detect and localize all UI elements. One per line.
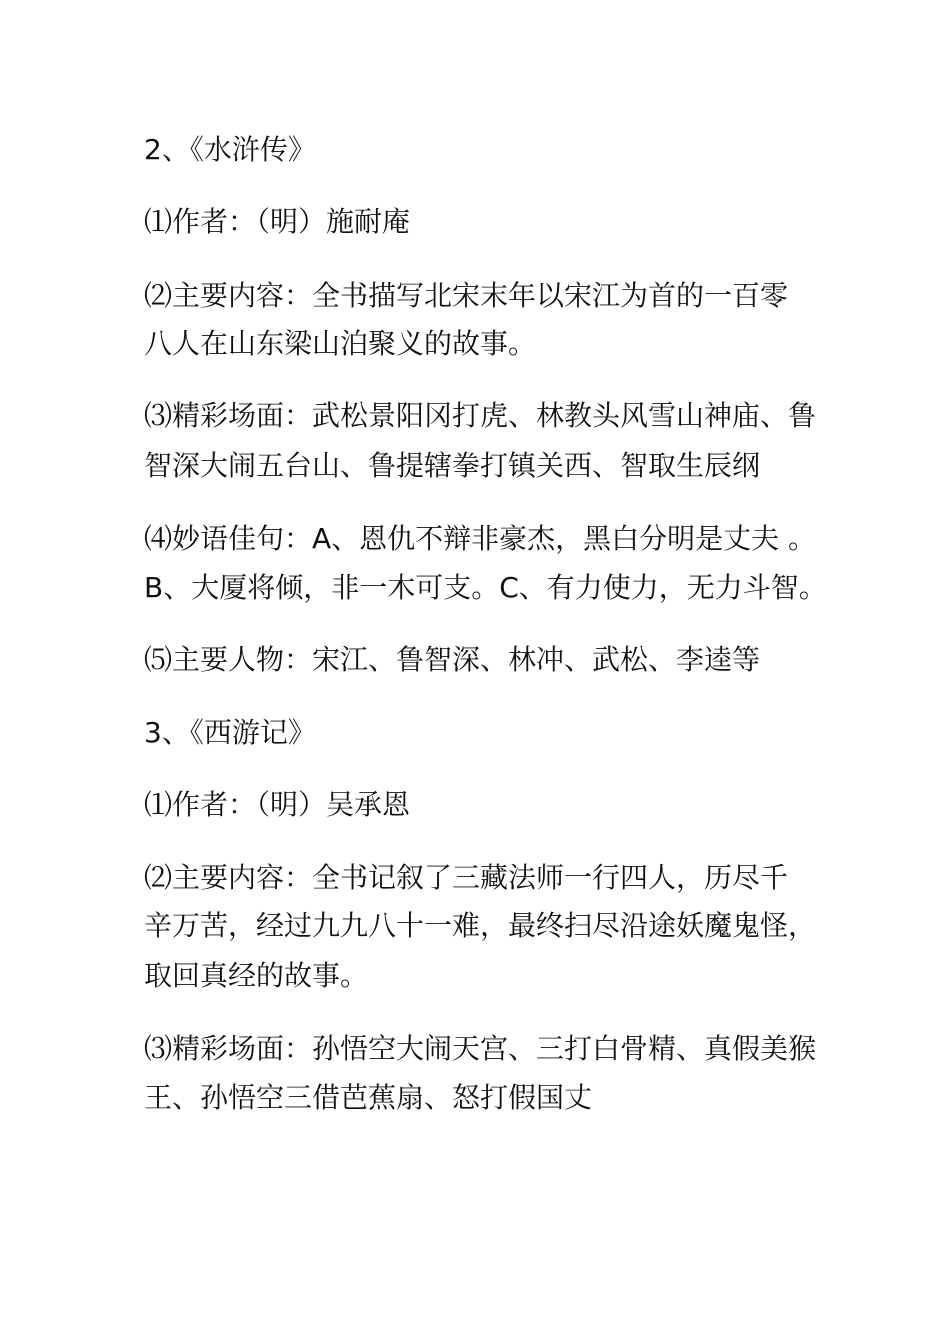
shuihu-scenes-line-2: 智深大闹五台山、鲁提辖拳打镇关西、智取生辰纲 <box>144 449 761 482</box>
shuihu-content-line-2: 八人在山东梁山泊聚义的故事。 <box>144 327 537 360</box>
shuihu-content-line-1: ⑵主要内容：全书描写北宋末年以宋江为首的一百零 <box>144 279 789 312</box>
shuihu-characters-line: ⑸主要人物：宋江、鲁智深、林冲、武松、李逵等 <box>144 643 761 676</box>
shuihu-quotes-line-1: ⑷妙语佳句：A、恩仇不辩非豪杰，黑白分明是丈夫 。 <box>144 522 817 555</box>
xiyou-content-line-1: ⑵主要内容：全书记叙了三藏法师一行四人，历尽千 <box>144 861 789 894</box>
xiyou-author-line: ⑴作者：（明）吴承恩 <box>144 788 411 821</box>
section-heading-shuihuzhuan: 2、《水浒传》 <box>144 133 316 166</box>
shuihu-scenes-line-1: ⑶精彩场面：武松景阳冈打虎、林教头风雪山神庙、鲁 <box>144 399 817 432</box>
shuihu-quotes-line-2: B、大厦将倾，非一木可支。C、有力使力，无力斗智。 <box>144 571 827 604</box>
xiyou-content-line-3: 取回真经的故事。 <box>144 959 369 992</box>
section-heading-xiyouji: 3、《西游记》 <box>144 716 316 749</box>
xiyou-scenes-line-2: 王、孙悟空三借芭蕉扇、怒打假国丈 <box>144 1081 593 1114</box>
xiyou-content-line-2: 辛万苦，经过九九八十一难，最终扫尽沿途妖魔鬼怪， <box>144 909 817 942</box>
xiyou-scenes-line-1: ⑶精彩场面：孙悟空大闹天宫、三打白骨精、真假美猴 <box>144 1032 817 1065</box>
shuihu-author-line: ⑴作者：（明）施耐庵 <box>144 205 411 238</box>
